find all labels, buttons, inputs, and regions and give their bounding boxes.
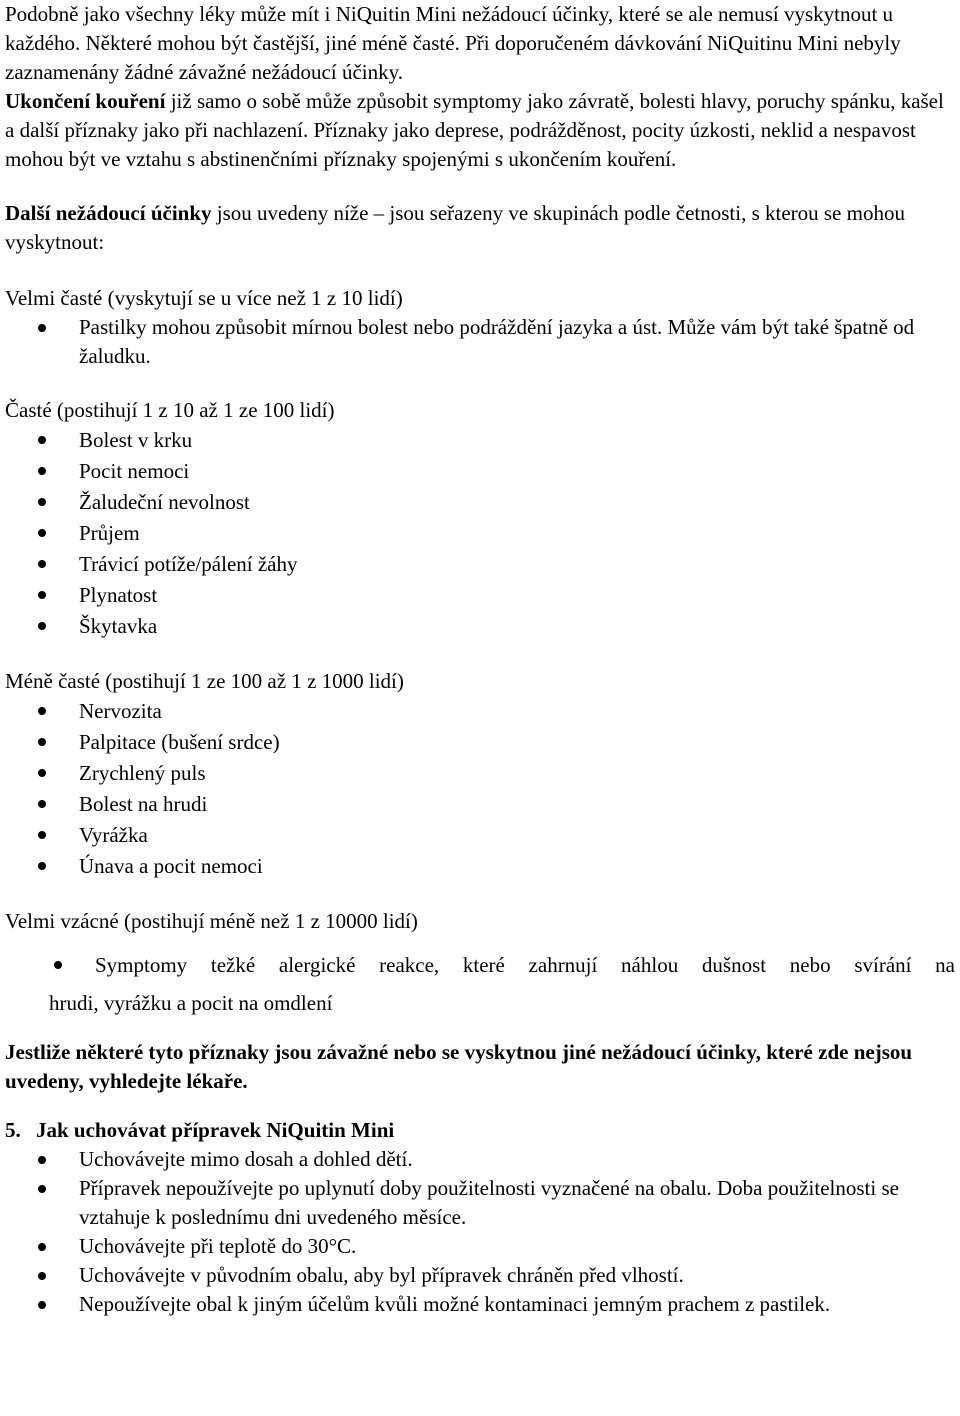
- bullet-icon: [38, 436, 46, 444]
- section-number: 5.: [5, 1118, 21, 1142]
- bullet-icon: [38, 1272, 46, 1280]
- uncommon-heading: Méně časté (postihují 1 ze 100 až 1 z 1000 lidí): [5, 669, 404, 693]
- list-item: Vyrážka: [5, 820, 955, 851]
- bullet-icon: [38, 529, 46, 537]
- very-rare-item: Symptomy težké alergické reakce, které zahrnují náhlou dušnost nebo svírání na: [5, 946, 955, 984]
- list-item: Přípravek nepoužívejte po uplynutí doby použitelnosti vyznačené na obalu. Doba použitelnosti se vztahuje k poslednímu dni uvedeného měsíce.: [5, 1174, 955, 1232]
- list-item: Bolest v krku: [5, 425, 955, 456]
- list-item: Pastilky mohou způsobit mírnou bolest nebo podráždění jazyka a úst. Může vám být také špatně od žaludku.: [5, 313, 955, 371]
- section-title-text: Jak uchovávat přípravek NiQuitin Mini: [36, 1118, 395, 1142]
- list-item: Škytavka: [5, 611, 955, 642]
- list-item: Zrychlený puls: [5, 758, 955, 789]
- very-common-heading: Velmi časté (vyskytují se u více než 1 z 10 lidí): [5, 286, 403, 310]
- list-item: Nepoužívejte obal k jiným účelům kvůli možné kontaminaci jemným prachem z pastilek.: [5, 1290, 955, 1319]
- common-list: [5, 425, 955, 642]
- list-item: Žaludeční nevolnost: [5, 487, 955, 518]
- common-heading: Časté (postihují 1 z 10 až 1 ze 100 lidí): [5, 398, 335, 422]
- very-common-list: [5, 313, 955, 371]
- bullet-icon: [38, 467, 46, 475]
- list-item: Nervozita: [5, 696, 955, 727]
- list-item: Uchovávejte při teplotě do 30°C.: [5, 1232, 955, 1261]
- storage-list: [5, 1145, 955, 1319]
- effects-intro-text: jsou uvedeny níže – jsou seřazeny ve skupinách podle četnosti, s kterou se mohou vyskytnout:: [5, 201, 905, 254]
- list-item: Palpitace (bušení srdce): [5, 727, 955, 758]
- section-title: [5, 1116, 955, 1145]
- list-item: Únava a pocit nemoci: [5, 851, 955, 882]
- list-item: Uchovávejte mimo dosah a dohled dětí.: [5, 1145, 955, 1174]
- uncommon-list: [5, 696, 955, 882]
- quitting-paragraph: [5, 87, 955, 174]
- bullet-icon: [38, 769, 46, 777]
- effects-bold-lead: Další nežádoucí účinky: [5, 201, 212, 225]
- quitting-bold-lead: Ukončení kouření: [5, 89, 166, 113]
- list-item: Průjem: [5, 518, 955, 549]
- bullet-icon: [54, 961, 62, 969]
- bullet-icon: [38, 862, 46, 870]
- list-item: Bolest na hrudi: [5, 789, 955, 820]
- bullet-icon: [38, 591, 46, 599]
- bullet-icon: [38, 622, 46, 630]
- bullet-icon: [38, 1185, 46, 1193]
- bullet-icon: [38, 560, 46, 568]
- warning-text: Jestliže některé tyto příznaky jsou závažné nebo se vyskytnou jiné nežádoucí účinky, které zde nejsou uvedeny, vyhledejte lékaře.: [5, 1040, 913, 1093]
- bullet-icon: [38, 831, 46, 839]
- bullet-icon: [38, 324, 46, 332]
- list-item: Pocit nemoci: [5, 456, 955, 487]
- bullet-icon: [38, 707, 46, 715]
- intro-paragraph: Podobně jako všechny léky může mít i NiQuitin Mini nežádoucí účinky, které se ale nemusí vyskytnout u každého. Některé mohou být častější, jiné méně časté. Při doporučeném dávkování NiQuitinu Mini nebyly zaznamenány žádné závažné nežádoucí účinky.: [5, 2, 901, 84]
- very-rare-item-continuation: hrudi, vyrážku a pocit na omdlení: [49, 991, 333, 1015]
- effects-intro-paragraph: [5, 199, 955, 257]
- bullet-icon: [38, 1243, 46, 1251]
- bullet-icon: [38, 1156, 46, 1164]
- quitting-text: již samo o sobě může způsobit symptomy jako závratě, bolesti hlavy, poruchy spánku, kašel a další příznaky jako při nachlazení. Příznaky jako deprese, podrážděnost, pocity úzkosti, neklid a nespavost mohou být ve vztahu s abstinenčními příznaky spojenými s ukončením kouření.: [5, 89, 944, 171]
- list-item: Uchovávejte v původním obalu, aby byl přípravek chráněn před vlhostí.: [5, 1261, 955, 1290]
- very-rare-heading: Velmi vzácné (postihují méně než 1 z 10000 lidí): [5, 909, 418, 933]
- document-page: [5, 0, 955, 1319]
- bullet-icon: [38, 1301, 46, 1309]
- bullet-icon: [38, 498, 46, 506]
- list-item: Plynatost: [5, 580, 955, 611]
- list-item: Trávicí potíže/pálení žáhy: [5, 549, 955, 580]
- bullet-icon: [38, 738, 46, 746]
- bullet-icon: [38, 800, 46, 808]
